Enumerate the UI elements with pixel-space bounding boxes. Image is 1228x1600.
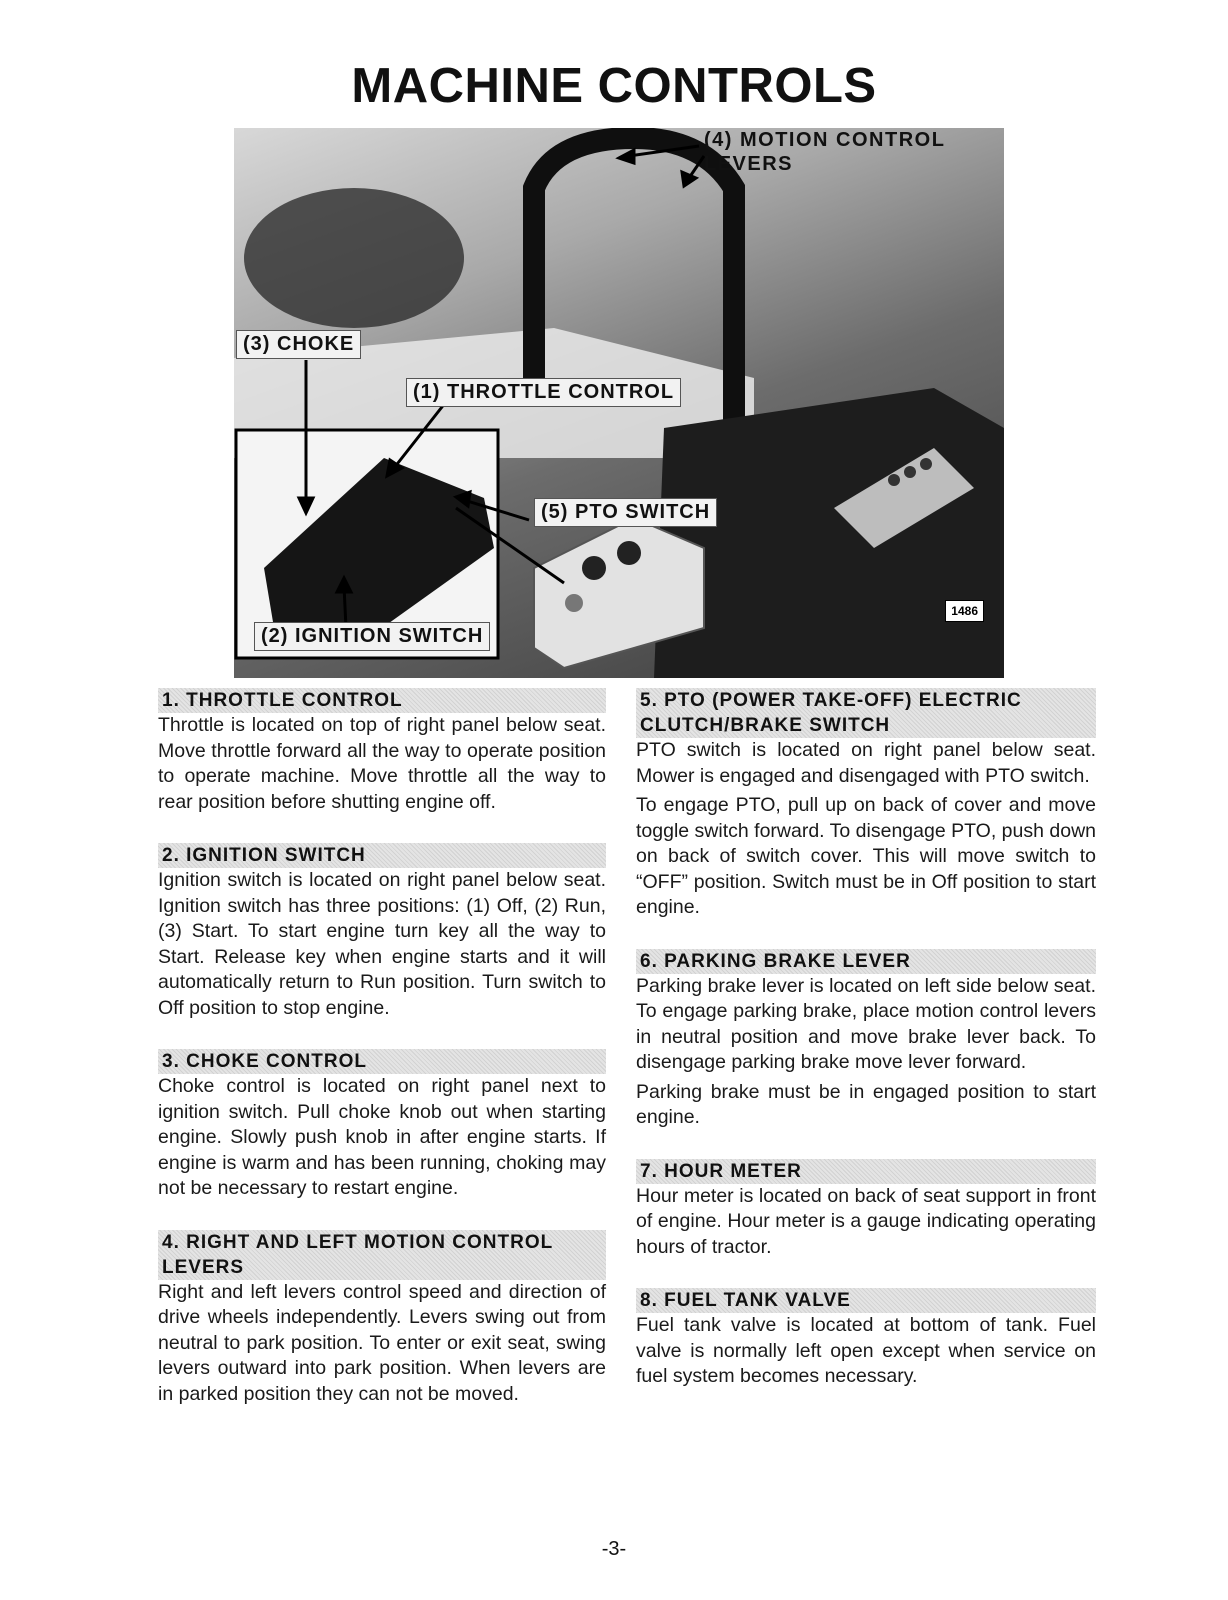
section-paragraph: Throttle is located on top of right panel below seat. Move throttle forward all the way to operate position to operate machine. Move throttle all the way to rear position before shutting engine off. — [158, 714, 606, 813]
section-heading: 1. THROTTLE CONTROL — [158, 688, 606, 713]
section-throttle-control — [158, 688, 606, 815]
right-column — [636, 688, 1096, 1418]
section-heading: 6. PARKING BRAKE LEVER — [636, 949, 1096, 974]
section-parking-brake-lever — [636, 949, 1096, 1131]
section-paragraph: PTO switch is located on right panel below seat. Mower is engaged and disengaged with PTO switch. — [636, 739, 1096, 787]
right-panel-shape — [654, 388, 1004, 678]
section-fuel-tank-valve — [636, 1288, 1096, 1390]
section-paragraph: Choke control is located on right panel next to ignition switch. Pull choke knob out when starting engine. Slowly push knob in after engine starts. If engine is warm and has been running, choking may not be necessary to restart engine. — [158, 1075, 606, 1199]
page-number: -3- — [601, 1538, 627, 1560]
section-heading: 2. IGNITION SWITCH — [158, 843, 606, 868]
section-paragraph: Hour meter is located on back of seat support in front of engine. Hour meter is a gauge indicating operating hours of tractor. — [636, 1184, 1096, 1258]
section-heading: 4. RIGHT AND LEFT MOTION CONTROL LEVERS — [158, 1230, 606, 1280]
section-choke-control — [158, 1049, 606, 1202]
section-heading: 8. FUEL TANK VALVE — [636, 1288, 1096, 1313]
left-column — [158, 688, 606, 1435]
section-paragraph: Fuel tank valve is located at bottom of tank. Fuel valve is normally left open except when service on fuel system becomes necessary. — [636, 1314, 1096, 1387]
section-ignition-switch — [158, 843, 606, 1021]
section-paragraph: Parking brake lever is located on left side below seat. To engage parking brake, place motion control levers in neutral position and move brake lever back. To disengage parking brake move lever forward. — [636, 974, 1096, 1073]
section-paragraph: Ignition switch is located on right panel below seat. Ignition switch has three positions: (1) Off, (2) Run, (3) Start. To start engine turn key all the way to Start. Release key when engine starts and it will automatically return to Run position. Turn switch to Off position to stop engine. — [158, 869, 606, 1019]
section-hour-meter — [636, 1159, 1096, 1261]
callout-choke: (3) CHOKE — [236, 330, 361, 359]
section-heading: 7. HOUR METER — [636, 1159, 1096, 1184]
section-pto-switch — [636, 688, 1096, 921]
callout-pto-switch: (5) PTO SWITCH — [534, 498, 717, 527]
section-motion-control-levers — [158, 1230, 606, 1408]
section-paragraph: Right and left levers control speed and direction of drive wheels independently. Levers swing out from neutral to park position. To enter or exit seat, swing levers outward into park position. When levers are in parked position they can not be moved. — [158, 1280, 606, 1405]
callout-throttle: (1) THROTTLE CONTROL — [406, 378, 681, 407]
callout-ignition-switch: (2) IGNITION SWITCH — [254, 622, 490, 651]
page-title: MACHINE CONTROLS — [351, 59, 877, 113]
section-paragraph: Parking brake must be in engaged position to start engine. — [636, 1080, 1096, 1128]
photo-number: 1486 — [945, 600, 984, 622]
callout-motion-control: (4) MOTION CONTROL LEVERS — [704, 129, 946, 175]
section-paragraph: To engage PTO, pull up on back of cover and move toggle switch forward. To disengage PTO, push down on back of switch cover. This will move switch to “OFF” position. Switch must be in Off position to start engine. — [636, 794, 1096, 918]
section-heading: 3. CHOKE CONTROL — [158, 1049, 606, 1074]
section-heading: 5. PTO (POWER TAKE-OFF) ELECTRIC CLUTCH/BRAKE SWITCH — [636, 688, 1096, 738]
machine-controls-photo — [234, 128, 1004, 678]
seat-shadow-shape — [244, 188, 464, 328]
